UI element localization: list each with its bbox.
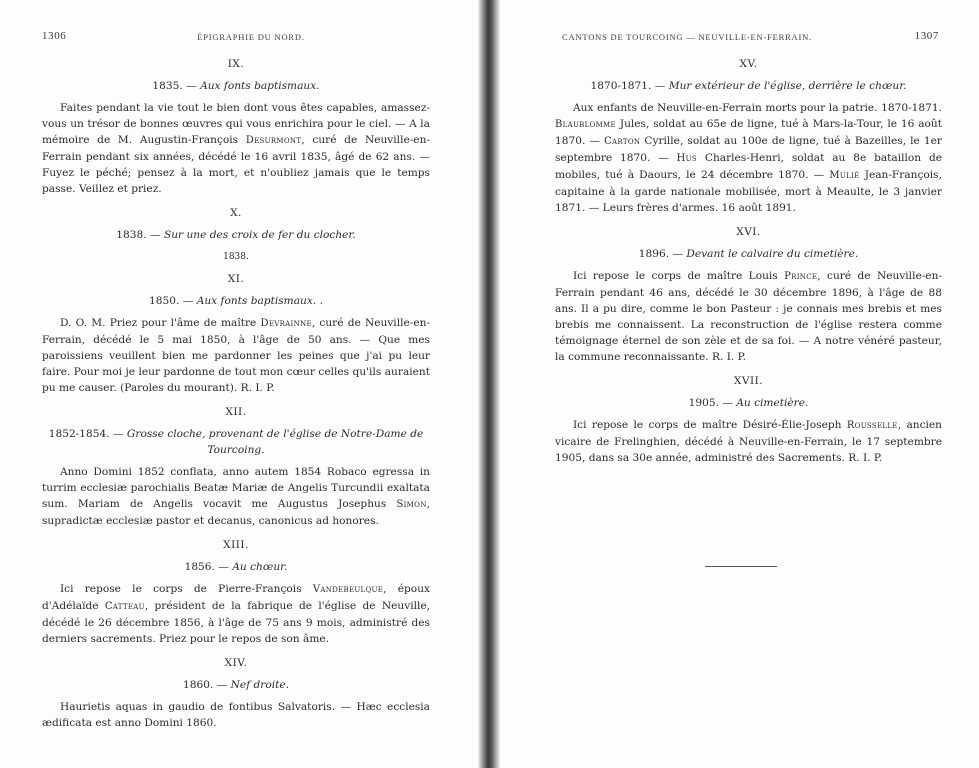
inscription-segment: , supradictæ ecclesiæ pastor et decanus, canonicus ad honores.	[42, 498, 430, 527]
inscription-segment: Ici repose le corps de maître Louis	[573, 270, 785, 282]
entry-heading	[555, 395, 942, 411]
entry-heading	[42, 677, 430, 693]
entry-heading	[42, 227, 430, 243]
person-name: Simon	[396, 499, 427, 510]
inscription-text	[555, 100, 942, 216]
person-name: Devrainne	[260, 318, 312, 329]
entry-location: — Grosse cloche, provenant de l'église de Notre-Dame de Tourcoing.	[112, 428, 424, 456]
inscription-segment: , époux d'Adélaïde	[42, 583, 430, 612]
entry-number: XIII.	[223, 539, 249, 551]
left-page-number: 1306	[42, 30, 67, 42]
inscription-segment: , président de la fabrique de l'église de Neuville, décédé le 26 décembre 1856, à l'âge de 75 ans 9 mois, administré des derniers sacrements. Priez pour le repos de son âme.	[42, 600, 430, 645]
entry-date: 1850.	[149, 295, 180, 307]
entry-heading	[555, 246, 942, 262]
person-name: Catteau	[104, 601, 145, 612]
entry-number: X.	[230, 207, 242, 219]
inscription-segment: Faites pendant la vie tout le bien dont vous êtes capables, amassez-vous un trésor de bonnes œuvres qui vous enrichira pour le ciel. — A la mémoire de M. Augustin-François	[42, 102, 430, 146]
entry-number: XVII.	[733, 375, 764, 387]
entry-location: — Nef droite.	[216, 679, 289, 691]
person-name: Rousselle	[846, 420, 898, 431]
inscription-segment: , curé de Neuville-en-Ferrain pendant six années, décédé le 16 avril 1835, âgé de 62 ans. — Fuyez le péché; pensez à la mort, et n'oubliez jamais que le temps passe. Veillez et priez.	[42, 134, 430, 195]
inscription-segment: Jules, soldat au 65e de ligne, tué à Mars-la-Tour, le 16 août 1870. —	[555, 118, 942, 147]
person-name: Mulié	[829, 170, 860, 181]
entry-location: — Mur extérieur de l'église, derrière le chœur.	[654, 80, 907, 92]
inscription-segment: Jean-François, capitaine à la garde nationale mobilisée, mort à Meaulte, le 3 janvier 1871. — Leurs frères d'armes. 16 août 1891.	[555, 169, 942, 214]
inscription-text	[42, 100, 430, 197]
inscription-segment: Charles-Henri, soldat au 8e bataillon de mobiles, tué à Daours, le 24 décembre 1870. —	[555, 152, 942, 181]
inscription-text	[42, 699, 430, 731]
left-page	[0, 0, 478, 768]
inscription-segment: Ici repose le corps de maître Désiré-Élie-Joseph	[573, 419, 847, 431]
entry-number: IX.	[227, 58, 245, 70]
entry-heading	[42, 426, 430, 458]
entry-number: XVI.	[736, 226, 761, 238]
person-name: Blaublomme	[555, 119, 616, 130]
entry-location: — Devant le calvaire du cimetière.	[672, 248, 859, 260]
person-name: Prince	[784, 271, 818, 282]
entry-location: — Aux fonts baptismaux.	[186, 80, 320, 92]
inscription-text	[42, 581, 430, 647]
entry-number: XIV.	[224, 657, 248, 669]
entry-number: XV.	[739, 58, 758, 70]
entry-date: 1860.	[183, 679, 214, 691]
inscription-text	[555, 268, 942, 365]
inscription-segment: Anno Domini 1852 conflata, anno autem 1854 Robaco egressa in turrim ecclesiæ parochialis Beatæ Mariæ de Angelis Turcundii exaltata sum. Mariam de Angelis vocavit me Augustus Josephus	[42, 466, 430, 510]
person-name: Carton	[604, 136, 641, 147]
entry-heading	[555, 78, 942, 94]
inscription-text	[42, 464, 430, 529]
entry-heading	[42, 78, 430, 94]
entry-date: 1852-1854.	[48, 428, 110, 440]
entry-number: XI.	[227, 273, 245, 285]
inscription-segment: , ancien vicaire de Frelinghien, décédé à Neuville-en-Ferrain, le 17 septembre 1905, dans sa 30e année, administré des Sacrements. R. I. P.	[555, 419, 942, 464]
inscription-segment: , curé de Neuville-en-Ferrain pendant 46 ans, décédé le 30 décembre 1896, à l'âge de 88 ans. Il a pu dire, comme le bon Pasteur : je connais mes brebis et mes brebis me connaissent. La reconstruction de l'église restera comme témoignage éternel de son zèle et de sa foi. — A notre vénéré pasteur, la commune reconnaissante. R. I. P.	[555, 270, 942, 363]
entry-number: XII.	[225, 406, 247, 418]
person-name: Desurmont	[245, 135, 302, 146]
entry-date: 1870-1871.	[590, 80, 652, 92]
inscription-text	[42, 315, 430, 396]
entry-location: — Sur une des croix de fer du clocher.	[149, 229, 356, 241]
entry-location: — Au cimetière.	[722, 397, 809, 409]
entry-heading	[42, 293, 430, 309]
entry-date: 1838.	[116, 229, 147, 241]
inscription-text: 1838.	[223, 252, 249, 262]
inscription-segment: Haurietis aquas in gaudio de fontibus Salvatoris. — Hæc ecclesia ædificata est anno Domini 1860.	[42, 701, 430, 729]
inscription-segment: Ici repose le corps de Pierre-François	[60, 583, 313, 595]
left-running-head: ÉPIGRAPHIE DU NORD.	[197, 32, 305, 42]
entry-location: — Aux fonts baptismaux. .	[182, 295, 323, 307]
entry-date: 1905.	[688, 397, 719, 409]
right-page	[500, 0, 979, 768]
entry-date: 1835.	[152, 80, 183, 92]
inscription-segment: D. O. M. Priez pour l'âme de maître	[60, 317, 261, 329]
inscription-segment: , curé de Neuville-en-Ferrain, décédé le 5 mai 1850, à l'âge de 50 ans. — Que mes paroissiens veuillent bien me pardonner les peines que j'ai pu leur faire. Pour moi je leur pardonne de tout mon cœur celles qu'ils auraient pu me causer. (Paroles du mourant). R. I. P.	[42, 317, 430, 394]
book-gutter	[478, 0, 500, 768]
inscription-segment: Cyrille, soldat au 100e de ligne, tué à Bazeilles, le 1er septembre 1870. —	[555, 135, 942, 164]
person-name: Hus	[676, 153, 697, 164]
inscription-segment: Aux enfants de Neuville-en-Ferrain morts pour la patrie. 1870-1871.	[573, 102, 942, 114]
entry-date: 1856.	[184, 561, 215, 573]
right-text-column	[555, 56, 942, 474]
end-rule	[705, 566, 777, 567]
entry-date: 1896.	[638, 248, 670, 260]
person-name: Vandebeulque	[312, 584, 384, 595]
entry-location: — Au chœur.	[218, 561, 288, 573]
entry-heading	[42, 559, 430, 575]
inscription-text	[555, 417, 942, 466]
left-text-column	[42, 56, 430, 739]
right-page-number: 1307	[914, 30, 939, 42]
right-running-head: CANTONS DE TOURCOING — NEUVILLE-EN-FERRAIN.	[562, 32, 812, 42]
